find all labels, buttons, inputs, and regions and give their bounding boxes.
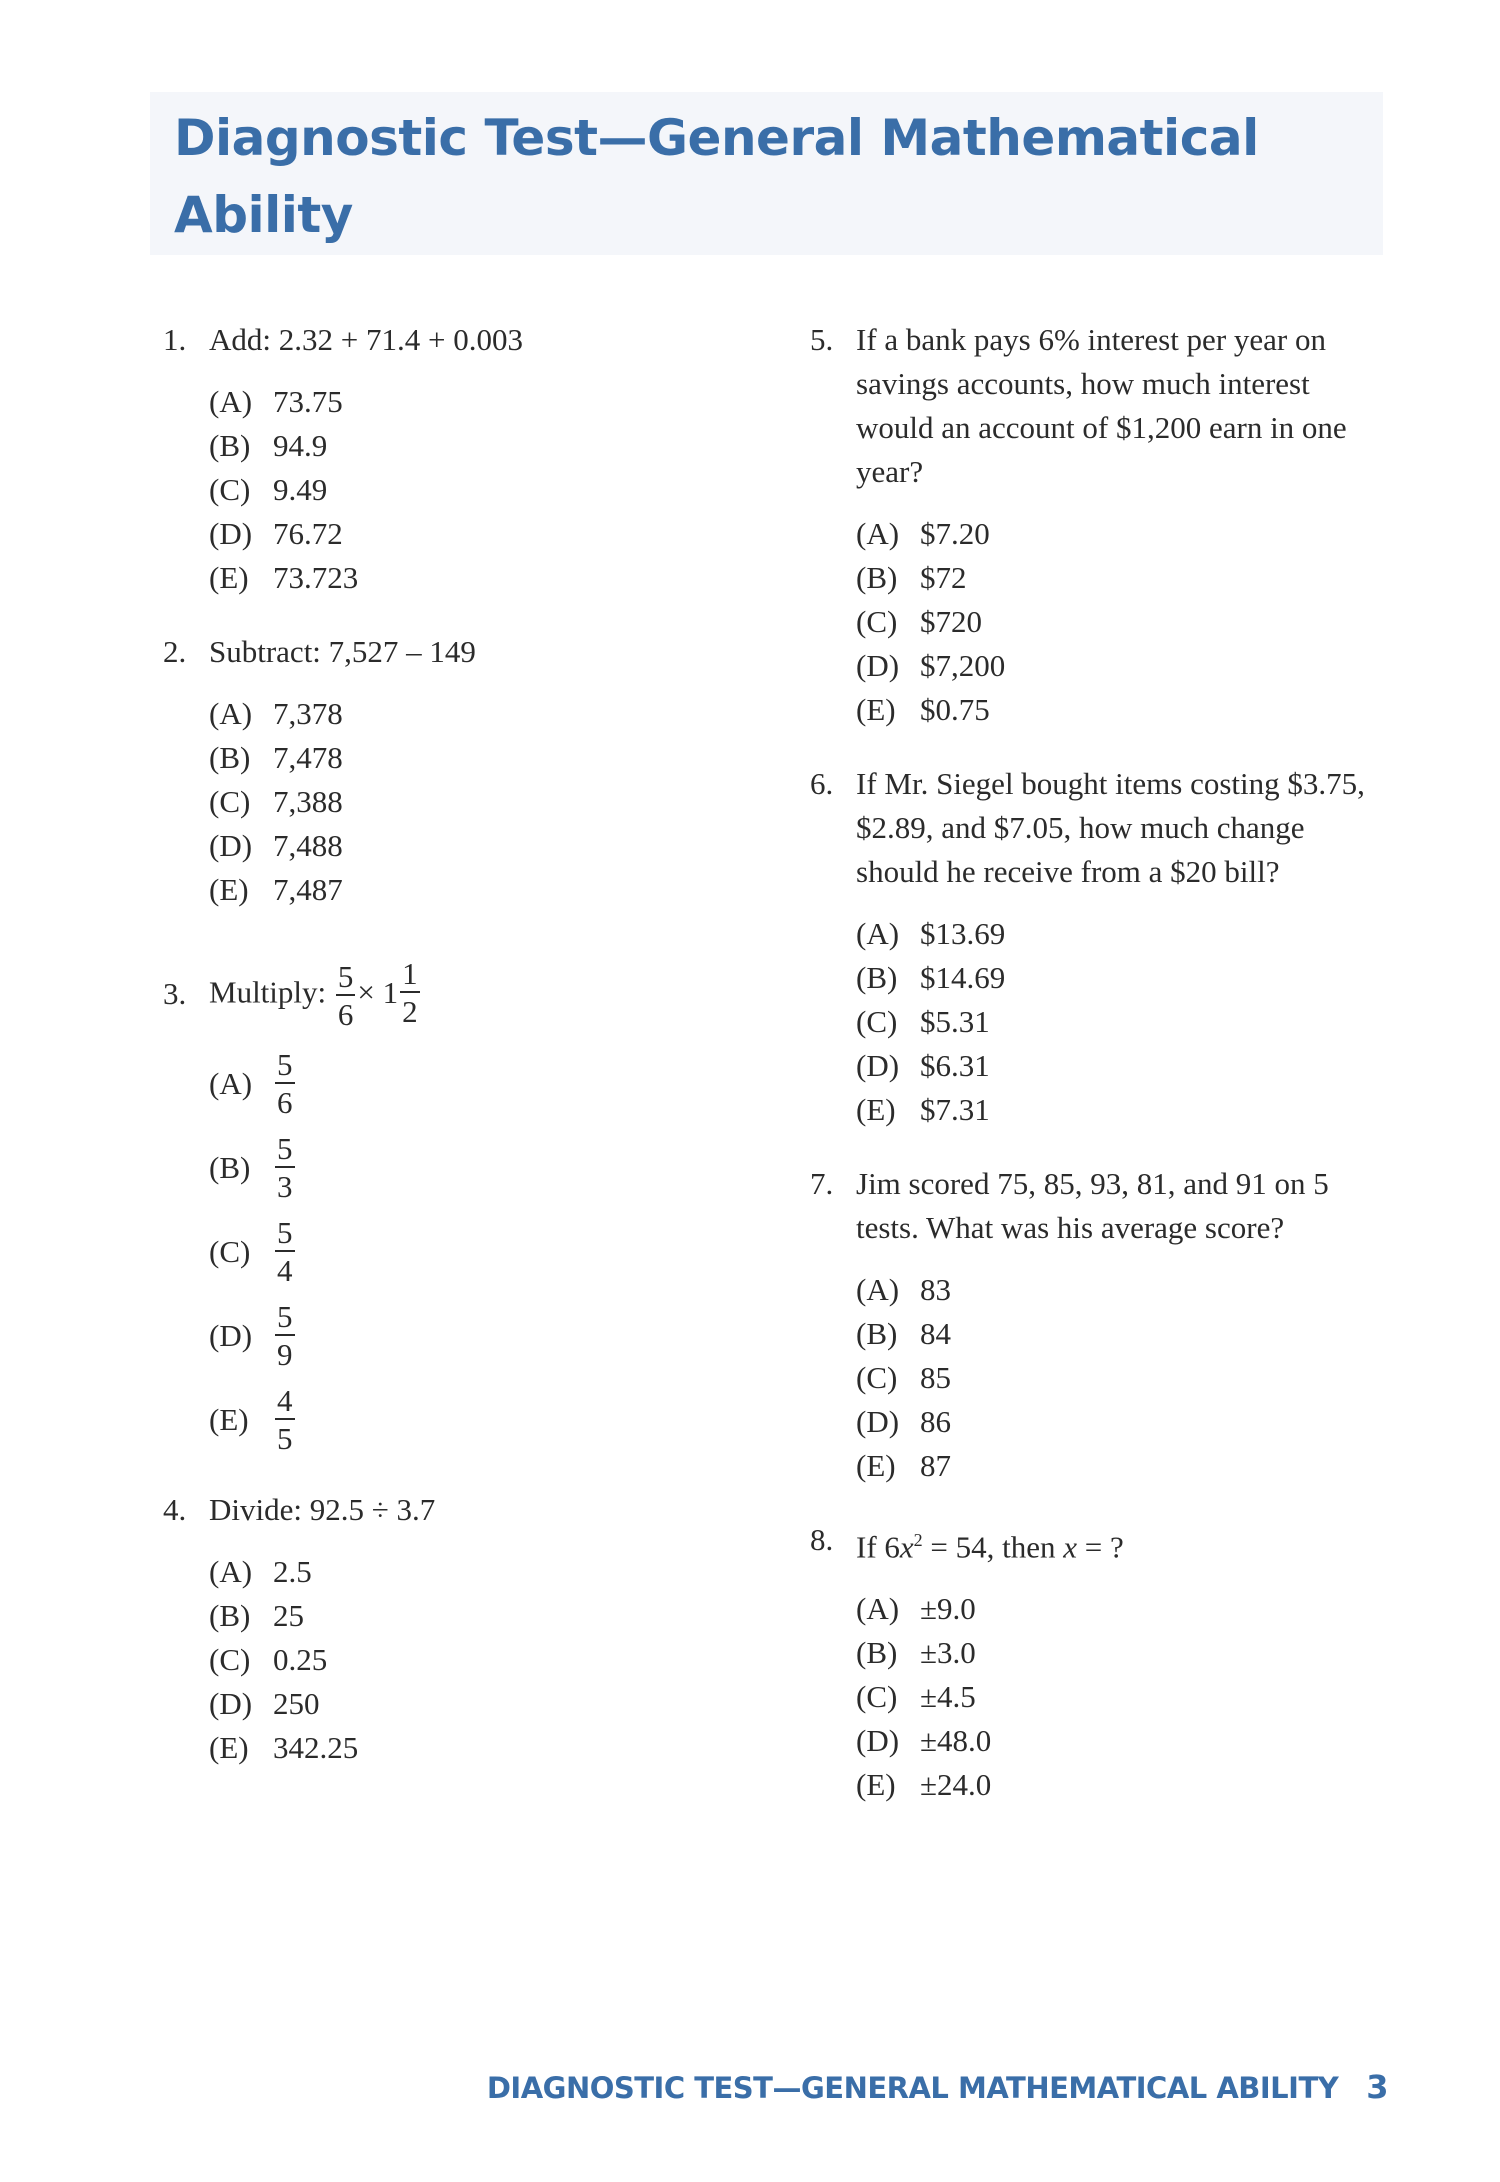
question-text: Multiply: $\frac{5}{6}$ × 1 $\frac{1}{2}$ <box>209 958 723 1030</box>
question-2 <box>163 630 723 912</box>
choice-list <box>856 512 1390 732</box>
choice-e[interactable]: (E) 342.25 <box>209 1729 359 1765</box>
choice-list <box>209 692 723 912</box>
choice-c[interactable]: (C) $720 <box>856 604 982 639</box>
question-text: If a bank pays 6% interest per year on savings accounts, how much interest would an account of $1,200 earn in one year? <box>856 322 1347 489</box>
question-5 <box>810 318 1390 732</box>
question-number: 4. <box>163 1491 187 1527</box>
choice-e[interactable]: (E) $7.31 <box>856 1092 990 1127</box>
choice-e[interactable]: (E) ±24.0 <box>856 1767 992 1803</box>
choice-d[interactable]: (D) $7,200 <box>856 648 1006 683</box>
question-number: 8. <box>810 1522 834 1557</box>
choice-d[interactable]: (D) 250 <box>209 1685 320 1721</box>
choice-c[interactable]: (C) ±4.5 <box>856 1679 976 1715</box>
fraction: $\frac{5}{6}$ <box>277 1047 293 1121</box>
question-7 <box>810 1162 1390 1488</box>
question-4 <box>163 1488 723 1770</box>
choice-b[interactable]: (B) 94.9 <box>209 428 328 463</box>
left-column <box>163 318 723 1770</box>
times-sign: × <box>357 974 375 1010</box>
page-number: 3 <box>1366 2068 1388 2106</box>
choice-b[interactable]: (B) ±3.0 <box>856 1635 976 1671</box>
choice-d[interactable]: (D) 7,488 <box>209 828 343 863</box>
choice-c[interactable]: (C) 7,388 <box>209 784 343 819</box>
choice-c[interactable]: (C) $\frac{5}{4}$ <box>209 1215 293 1289</box>
question-text: Divide: 92.5 ÷ 3.7 <box>209 1491 436 1527</box>
fraction: $\frac{5}{4}$ <box>277 1215 293 1289</box>
choice-a[interactable]: (A) 83 <box>856 1272 951 1307</box>
choice-a[interactable]: (A) $13.69 <box>856 916 1006 951</box>
choice-d[interactable]: (D) 86 <box>856 1404 951 1439</box>
question-text: If $6x^2 = 54$, then x = ? <box>856 1529 1124 1565</box>
choice-d[interactable]: (D) ±48.0 <box>856 1723 992 1759</box>
running-footer <box>487 2068 1388 2106</box>
choice-b[interactable]: (B) $72 <box>856 560 967 595</box>
choice-list <box>856 1268 1390 1488</box>
running-head: DIAGNOSTIC TEST—GENERAL MATHEMATICAL ABILITY <box>486 2071 1339 2105</box>
choice-list <box>209 380 723 600</box>
choice-e[interactable]: (E) 87 <box>856 1448 951 1483</box>
question-number: 1. <box>163 322 187 357</box>
question-text: Jim scored 75, 85, 93, 81, and 91 on 5 tests. What was his average score? <box>856 1166 1329 1245</box>
question-6 <box>810 762 1390 1132</box>
choice-b[interactable]: (B) $\frac{5}{3}$ <box>209 1131 293 1205</box>
choice-b[interactable]: (B) 25 <box>209 1597 304 1633</box>
fraction: $\frac{5}{3}$ <box>277 1131 293 1205</box>
choice-list <box>209 1042 723 1462</box>
question-number: 3. <box>163 975 187 1011</box>
choice-e[interactable]: (E) 7,487 <box>209 872 343 907</box>
right-column <box>810 318 1390 1807</box>
choice-b[interactable]: (B) 84 <box>856 1316 951 1351</box>
fraction: $\frac{5}{9}$ <box>277 1299 293 1373</box>
choice-e[interactable]: (E) $\frac{4}{5}$ <box>209 1383 293 1457</box>
choice-c[interactable]: (C) 0.25 <box>209 1641 328 1677</box>
choice-list <box>209 1550 723 1770</box>
mixed-number: 1 $\frac{1}{2}$ <box>382 956 418 1029</box>
question-number: 2. <box>163 634 187 669</box>
choice-a[interactable]: (A) $\frac{5}{6}$ <box>209 1047 293 1121</box>
choice-b[interactable]: (B) $14.69 <box>856 960 1006 995</box>
question-3 <box>163 958 723 1462</box>
question-text: Subtract: 7,527 – 149 <box>209 634 476 669</box>
choice-c[interactable]: (C) $5.31 <box>856 1004 990 1039</box>
choice-list <box>856 1587 1390 1807</box>
question-text: If Mr. Siegel bought items costing $3.75, $2.89, and $7.05, how much change should he receive from a $20 bill? <box>856 766 1365 889</box>
choice-d[interactable]: (D) $6.31 <box>856 1048 990 1083</box>
question-number: 5. <box>810 322 834 357</box>
choice-a[interactable]: (A) 7,378 <box>209 696 343 731</box>
choice-c[interactable]: (C) 85 <box>856 1360 951 1395</box>
choice-a[interactable]: (A) $7.20 <box>856 516 990 551</box>
question-number: 6. <box>810 766 834 801</box>
fraction: $\frac{4}{5}$ <box>277 1383 293 1457</box>
question-8 <box>810 1518 1390 1807</box>
question-text: Add: 2.32 + 71.4 + 0.003 <box>209 322 523 357</box>
choice-d[interactable]: (D) 76.72 <box>209 516 343 551</box>
choice-list <box>856 912 1390 1132</box>
question-number: 7. <box>810 1166 834 1201</box>
question-1 <box>163 318 723 600</box>
page-title: Diagnostic Test—General Mathematical Ability <box>174 109 1259 244</box>
choice-e[interactable]: (E) 73.723 <box>209 560 359 595</box>
choice-a[interactable]: (A) 73.75 <box>209 384 343 419</box>
choice-d[interactable]: (D) $\frac{5}{9}$ <box>209 1299 293 1373</box>
choice-b[interactable]: (B) 7,478 <box>209 740 343 775</box>
fraction: $\frac{5}{6}$ <box>337 958 354 1032</box>
choice-a[interactable]: (A) 2.5 <box>209 1553 312 1589</box>
choice-a[interactable]: (A) ±9.0 <box>856 1591 976 1627</box>
choice-c[interactable]: (C) 9.49 <box>209 472 328 507</box>
choice-e[interactable]: (E) $0.75 <box>856 692 990 727</box>
